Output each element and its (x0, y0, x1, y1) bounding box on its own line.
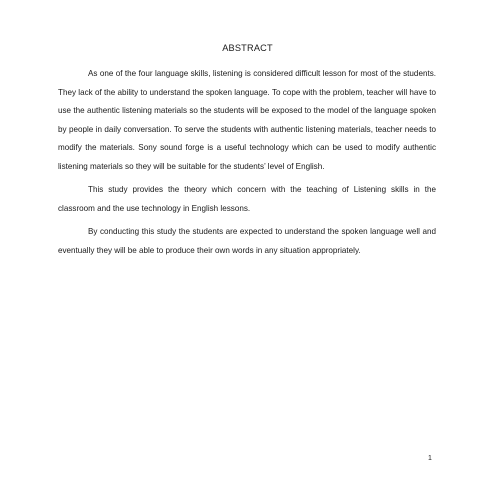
page-number: 1 (428, 455, 432, 462)
paragraph-3: By conducting this study the students are expected to understand the spoken language well and eventually they will be able to produce their own words in any situation appropriately. (58, 227, 436, 255)
abstract-heading: ABSTRACT (222, 43, 273, 53)
paragraph-1: As one of the four language skills, listening is considered difficult lesson for most of the students. They lack of the ability to understand the spoken language. To cope with the problem, teacher will have to use the authentic listening materials so the students will be exposed to the model of the language spoken by people in daily conversation. To serve the students with authentic listening materials, teacher needs to modify the materials. Sony sound forge is a useful technology which can be used to modify authentic listening materials so they will be suitable for the students’ level of English. (58, 69, 436, 171)
paragraph-2: This study provides the theory which concern with the teaching of Listening skills in the classroom and the use technology in English lessons. (58, 185, 436, 213)
abstract-body (58, 65, 436, 265)
